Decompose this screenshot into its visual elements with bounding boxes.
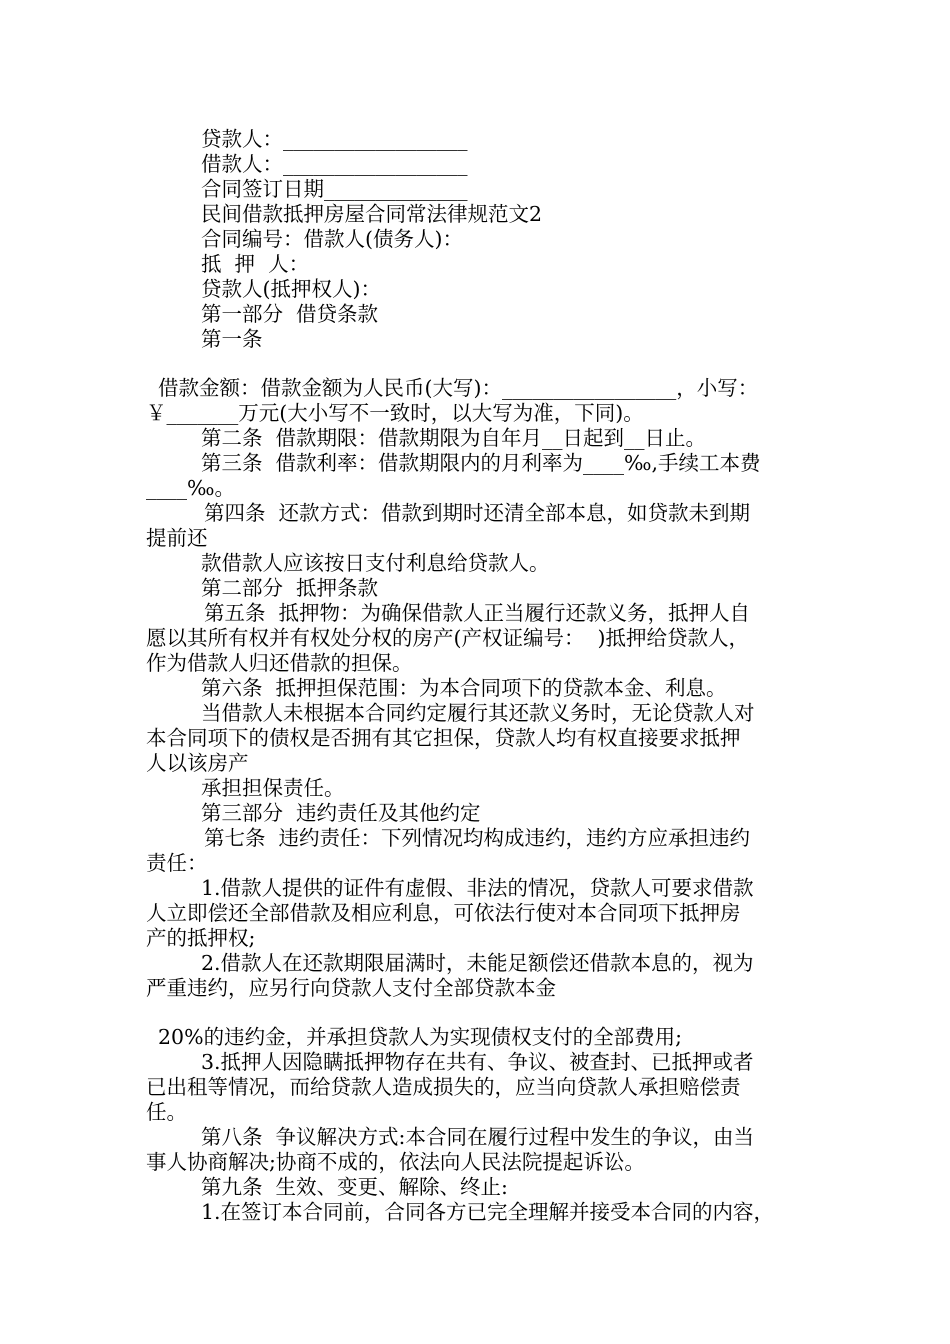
borrower-line: 借款人：__________________ [201,152,468,176]
mortgagor-line: 抵 押 人： [201,252,310,276]
part-two-heading: 第二部分 抵押条款 [201,576,379,600]
article-one-heading: 第一条 [201,327,263,351]
paragraph-line: 款借款人应该按日支付利息给贷款人。 [201,551,550,575]
clause-item: 1.借款人提供的证件有虚假、非法的情况，贷款人可要求借款 [201,876,754,900]
article-four: 第四条 还款方式：借款到期时还清全部本息，如贷款未到期 [204,501,751,525]
lender-line: 贷款人：__________________ [201,127,468,151]
contract-number-line: 合同编号：借款人(债务人)： [201,227,463,251]
mortgagee-line: 贷款人(抵押权人)： [201,277,381,301]
clause-item: 2.借款人在还款期限届满时，未能足额偿还借款本息的，视为 [201,951,754,975]
paragraph-line: 承担担保责任。 [201,776,345,800]
paragraph-line: 20%的违约金，并承担贷款人为实现债权支付的全部费用; [158,1025,682,1049]
paragraph-line: 人立即偿还全部借款及相应利息，可依法行使对本合同项下抵押房 [146,901,741,925]
article-six: 第六条 抵押担保范围：为本合同项下的贷款本金、利息。 [201,676,727,700]
paragraph-line: 作为借款人归还借款的担保。 [146,651,413,675]
article-two: 第二条 借款期限：借款期限为自年月__日起到__日止。 [201,426,707,450]
part-three-heading: 第三部分 违约责任及其他约定 [201,801,481,825]
paragraph-line: 严重违约，应另行向贷款人支付全部贷款本金 [146,976,556,1000]
clause-item: 3.抵押人因隐瞒抵押物存在共有、争议、被查封、已抵押或者 [201,1050,754,1074]
article-three: 第三条 借款利率：借款期限内的月利率为____‰,手续工本费 [201,451,761,475]
clause-item: 1.在签订本合同前，合同各方已完全理解并接受本合同的内容， [201,1200,775,1224]
document-title: 民间借款抵押房屋合同常法律规范文2 [201,202,543,226]
paragraph-line: 产的抵押权; [146,926,256,950]
paragraph-line: 借款金额：借款金额为人民币(大写)：_________________，小写： [158,376,759,400]
paragraph-line: 愿以其所有权并有权处分权的房产(产权证编号： )抵押给贷款人， [146,626,750,650]
paragraph-line: 当借款人未根据本合同约定履行其还款义务时，无论贷款人对 [201,701,755,725]
paragraph-line: 本合同项下的债权是否拥有其它担保，贷款人均有权直接要求抵押 [146,726,741,750]
article-eight: 第八条 争议解决方式:本合同在履行过程中发生的争议，由当 [201,1125,754,1149]
paragraph-line: ￥_______万元(大小写不一致时，以大写为准，下同)。 [146,401,644,425]
paragraph-line: 提前还 [146,526,208,550]
article-seven: 第七条 违约责任：下列情况均构成违约，违约方应承担违约 [204,826,751,850]
paragraph-line: 事人协商解决;协商不成的，依法向人民法院提起诉讼。 [146,1150,645,1174]
paragraph-line: 责任： [146,851,208,875]
paragraph-line: 已出租等情况，而给贷款人造成损失的，应当向贷款人承担赔偿责 [146,1075,741,1099]
article-five: 第五条 抵押物：为确保借款人正当履行还款义务，抵押人自 [204,601,751,625]
part-one-heading: 第一部分 借贷条款 [201,302,379,326]
paragraph-line: 任。 [146,1100,187,1124]
paragraph-line: 人以该房产 [146,751,249,775]
article-nine: 第九条 生效、变更、解除、终止: [201,1175,508,1199]
paragraph-line: ____‰。 [146,476,236,500]
signing-date-line: 合同签订日期______________ [201,177,468,201]
